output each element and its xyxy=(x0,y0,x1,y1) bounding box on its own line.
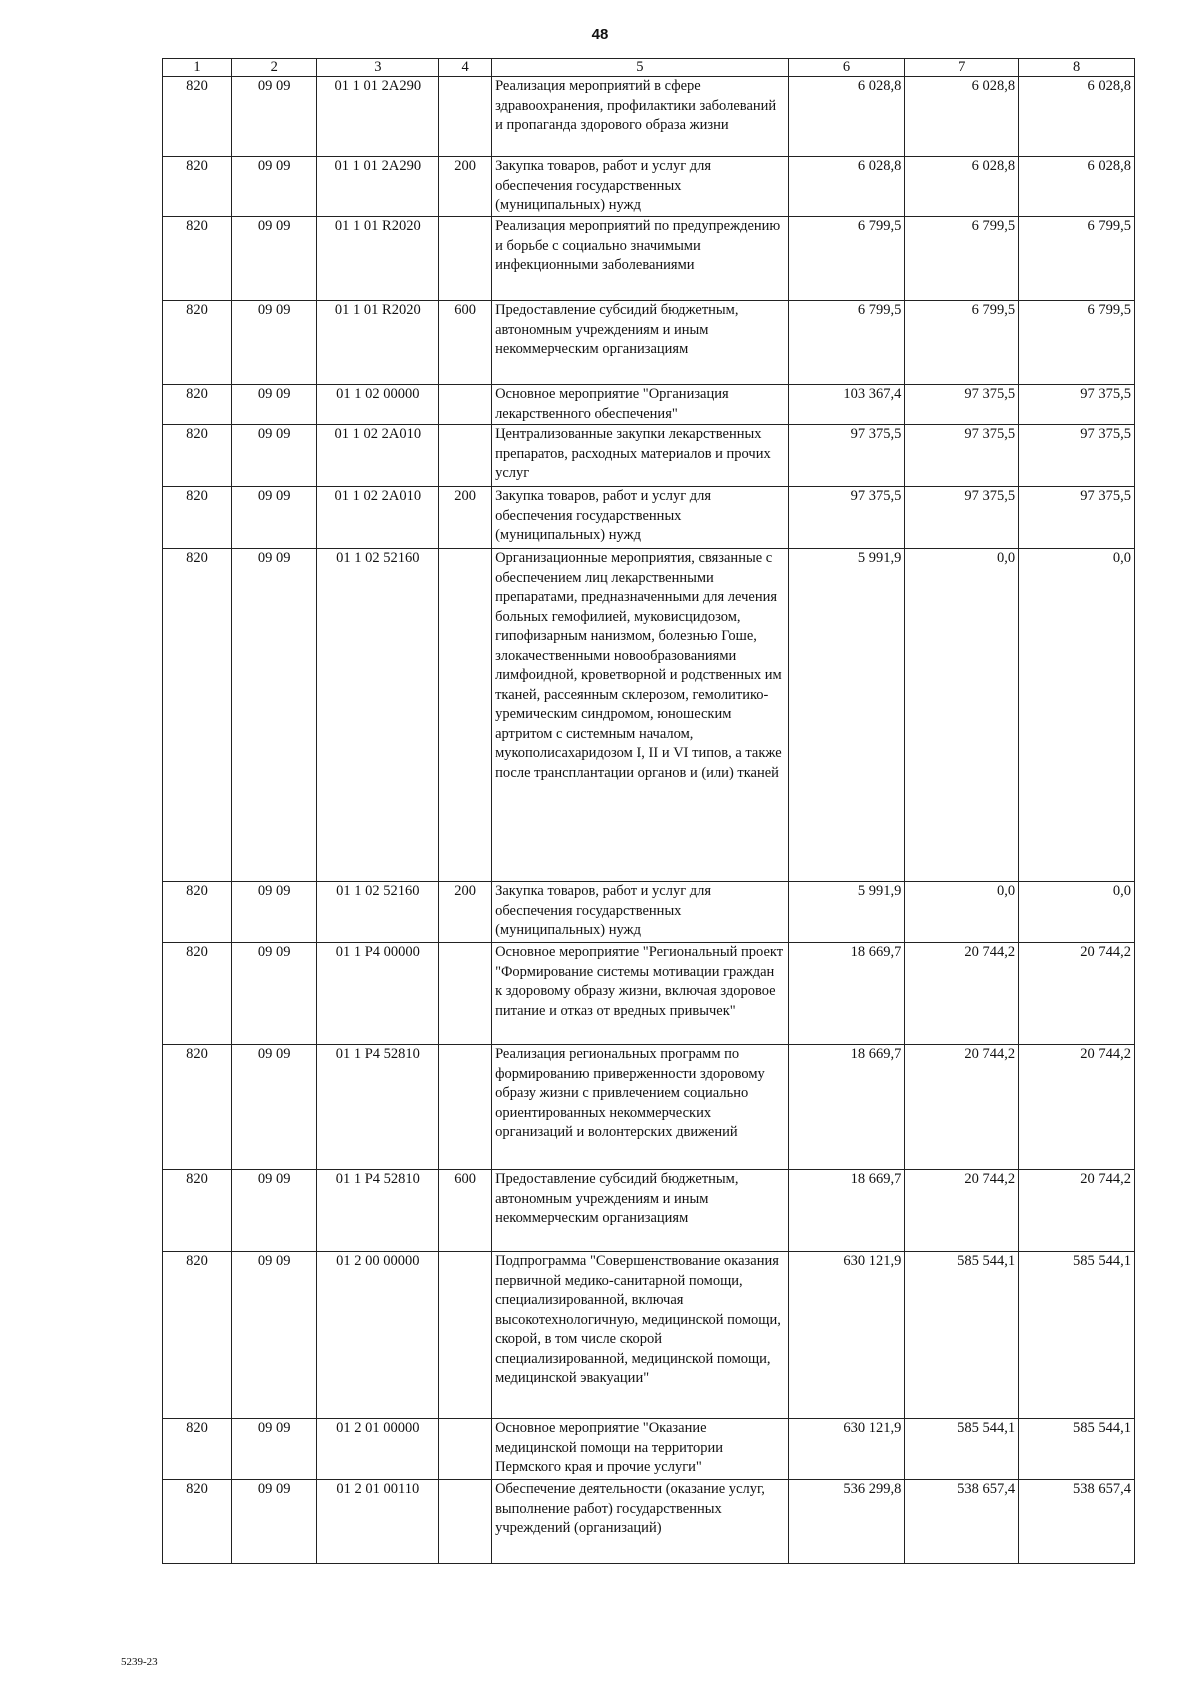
amount-col-7: 585 544,1 xyxy=(905,1252,1019,1419)
section-code: 09 09 xyxy=(232,217,317,301)
page-number: 48 xyxy=(591,26,609,43)
amount-col-8: 585 544,1 xyxy=(1019,1252,1135,1419)
expense-type-code: 600 xyxy=(439,1170,492,1252)
expense-type-code xyxy=(439,1480,492,1564)
section-code: 09 09 xyxy=(232,943,317,1045)
table-row xyxy=(163,1170,1135,1252)
budget-table xyxy=(162,58,1135,1564)
table-row xyxy=(163,157,1135,217)
amount-col-8: 6 799,5 xyxy=(1019,217,1135,301)
ministry-code: 820 xyxy=(163,549,232,882)
item-name: Предоставление субсидий бюджетным, автономным учреждениям и иным некоммерческим организациям xyxy=(492,1170,789,1252)
amount-col-6: 6 799,5 xyxy=(788,301,905,385)
item-name: Обеспечение деятельности (оказание услуг, выполнение работ) государственных учреждений (организаций) xyxy=(492,1480,789,1564)
ministry-code: 820 xyxy=(163,385,232,425)
amount-col-8: 6 028,8 xyxy=(1019,157,1135,217)
header-row xyxy=(163,59,1135,77)
expense-type-code: 200 xyxy=(439,487,492,549)
column-header: 6 xyxy=(788,59,905,77)
table-row xyxy=(163,1480,1135,1564)
section-code: 09 09 xyxy=(232,77,317,157)
table-row xyxy=(163,1419,1135,1480)
table-row xyxy=(163,1045,1135,1170)
table-row xyxy=(163,425,1135,487)
document-code: 5239-23 xyxy=(121,1656,158,1668)
section-code: 09 09 xyxy=(232,549,317,882)
amount-col-6: 630 121,9 xyxy=(788,1252,905,1419)
item-name: Реализация мероприятий в сфере здравоохранения, профилактики заболеваний и пропаганда здорового образа жизни xyxy=(492,77,789,157)
amount-col-8: 0,0 xyxy=(1019,549,1135,882)
amount-col-7: 20 744,2 xyxy=(905,1170,1019,1252)
amount-col-8: 20 744,2 xyxy=(1019,943,1135,1045)
column-header: 7 xyxy=(905,59,1019,77)
target-code: 01 1 P4 00000 xyxy=(317,943,439,1045)
target-code: 01 1 01 R2020 xyxy=(317,217,439,301)
amount-col-6: 103 367,4 xyxy=(788,385,905,425)
ministry-code: 820 xyxy=(163,301,232,385)
amount-col-8: 585 544,1 xyxy=(1019,1419,1135,1480)
amount-col-7: 20 744,2 xyxy=(905,1045,1019,1170)
expense-type-code: 200 xyxy=(439,882,492,943)
amount-col-7: 538 657,4 xyxy=(905,1480,1019,1564)
item-name: Организационные мероприятия, связанные с обеспечением лиц лекарственными препаратами, предназначенными для лечения больных гемофилией, муковисцидозом, гипофизарным нанизмом, болезнью Гоше, злокачественными новообразованиями лимфоидной, кроветворной и родственных им тканей, рассеянным склерозом, гемолитико-уремическим синдромом, юношеским артритом с системным началом, мукополисахаридозом I, II и VI типов, а также после трансплантации органов и (или) тканей xyxy=(492,549,789,882)
target-code: 01 1 P4 52810 xyxy=(317,1045,439,1170)
target-code: 01 2 01 00000 xyxy=(317,1419,439,1480)
column-header: 5 xyxy=(492,59,789,77)
target-code: 01 2 01 00110 xyxy=(317,1480,439,1564)
ministry-code: 820 xyxy=(163,217,232,301)
amount-col-6: 97 375,5 xyxy=(788,487,905,549)
ministry-code: 820 xyxy=(163,1170,232,1252)
item-name: Предоставление субсидий бюджетным, автономным учреждениям и иным некоммерческим организациям xyxy=(492,301,789,385)
ministry-code: 820 xyxy=(163,1045,232,1170)
column-header: 4 xyxy=(439,59,492,77)
target-code: 01 2 00 00000 xyxy=(317,1252,439,1419)
expense-type-code xyxy=(439,1252,492,1419)
expense-type-code xyxy=(439,217,492,301)
amount-col-6: 6 799,5 xyxy=(788,217,905,301)
section-code: 09 09 xyxy=(232,1480,317,1564)
amount-col-8: 0,0 xyxy=(1019,882,1135,943)
amount-col-8: 97 375,5 xyxy=(1019,487,1135,549)
amount-col-7: 6 799,5 xyxy=(905,217,1019,301)
section-code: 09 09 xyxy=(232,1252,317,1419)
amount-col-8: 538 657,4 xyxy=(1019,1480,1135,1564)
item-name: Реализация региональных программ по формированию приверженности здоровому образу жизни с привлечением социально ориентированных некоммерческих организаций и волонтерских движений xyxy=(492,1045,789,1170)
target-code: 01 1 02 00000 xyxy=(317,385,439,425)
amount-col-7: 97 375,5 xyxy=(905,487,1019,549)
amount-col-7: 6 028,8 xyxy=(905,77,1019,157)
section-code: 09 09 xyxy=(232,301,317,385)
amount-col-6: 6 028,8 xyxy=(788,77,905,157)
amount-col-7: 97 375,5 xyxy=(905,425,1019,487)
expense-type-code xyxy=(439,1419,492,1480)
column-header: 3 xyxy=(317,59,439,77)
amount-col-7: 20 744,2 xyxy=(905,943,1019,1045)
expense-type-code: 200 xyxy=(439,157,492,217)
expense-type-code xyxy=(439,1045,492,1170)
ministry-code: 820 xyxy=(163,1480,232,1564)
ministry-code: 820 xyxy=(163,77,232,157)
item-name: Подпрограмма "Совершенствование оказания первичной медико-санитарной помощи, специализированной, включая высокотехнологичную, медицинской помощи, скорой, в том числе скорой специализированной, медицинской помощи, медицинской эвакуации" xyxy=(492,1252,789,1419)
table-row xyxy=(163,882,1135,943)
table-row xyxy=(163,301,1135,385)
amount-col-6: 97 375,5 xyxy=(788,425,905,487)
amount-col-7: 6 799,5 xyxy=(905,301,1019,385)
item-name: Централизованные закупки лекарственных препаратов, расходных материалов и прочих услуг xyxy=(492,425,789,487)
target-code: 01 1 01 2A290 xyxy=(317,157,439,217)
table-row xyxy=(163,487,1135,549)
section-code: 09 09 xyxy=(232,1170,317,1252)
section-code: 09 09 xyxy=(232,425,317,487)
target-code: 01 1 01 2A290 xyxy=(317,77,439,157)
item-name: Закупка товаров, работ и услуг для обеспечения государственных (муниципальных) нужд xyxy=(492,882,789,943)
table-row xyxy=(163,217,1135,301)
expense-type-code xyxy=(439,943,492,1045)
amount-col-7: 585 544,1 xyxy=(905,1419,1019,1480)
section-code: 09 09 xyxy=(232,1419,317,1480)
section-code: 09 09 xyxy=(232,385,317,425)
column-header: 2 xyxy=(232,59,317,77)
amount-col-7: 0,0 xyxy=(905,882,1019,943)
section-code: 09 09 xyxy=(232,882,317,943)
amount-col-6: 18 669,7 xyxy=(788,1170,905,1252)
column-header: 8 xyxy=(1019,59,1135,77)
expense-type-code xyxy=(439,385,492,425)
target-code: 01 1 01 R2020 xyxy=(317,301,439,385)
amount-col-8: 20 744,2 xyxy=(1019,1170,1135,1252)
amount-col-6: 18 669,7 xyxy=(788,943,905,1045)
amount-col-8: 97 375,5 xyxy=(1019,385,1135,425)
amount-col-8: 6 028,8 xyxy=(1019,77,1135,157)
target-code: 01 1 02 52160 xyxy=(317,549,439,882)
item-name: Основное мероприятие "Организация лекарственного обеспечения" xyxy=(492,385,789,425)
item-name: Реализация мероприятий по предупреждению и борьбе с социально значимыми инфекционными заболеваниями xyxy=(492,217,789,301)
item-name: Закупка товаров, работ и услуг для обеспечения государственных (муниципальных) нужд xyxy=(492,157,789,217)
amount-col-7: 6 028,8 xyxy=(905,157,1019,217)
amount-col-8: 20 744,2 xyxy=(1019,1045,1135,1170)
ministry-code: 820 xyxy=(163,487,232,549)
item-name: Основное мероприятие "Оказание медицинской помощи на территории Пермского края и прочие услуги" xyxy=(492,1419,789,1480)
amount-col-6: 18 669,7 xyxy=(788,1045,905,1170)
expense-type-code xyxy=(439,549,492,882)
section-code: 09 09 xyxy=(232,487,317,549)
amount-col-8: 97 375,5 xyxy=(1019,425,1135,487)
section-code: 09 09 xyxy=(232,1045,317,1170)
amount-col-6: 5 991,9 xyxy=(788,549,905,882)
item-name: Закупка товаров, работ и услуг для обеспечения государственных (муниципальных) нужд xyxy=(492,487,789,549)
amount-col-6: 5 991,9 xyxy=(788,882,905,943)
ministry-code: 820 xyxy=(163,425,232,487)
table-row xyxy=(163,77,1135,157)
target-code: 01 1 02 52160 xyxy=(317,882,439,943)
amount-col-6: 630 121,9 xyxy=(788,1419,905,1480)
amount-col-6: 536 299,8 xyxy=(788,1480,905,1564)
target-code: 01 1 02 2A010 xyxy=(317,487,439,549)
ministry-code: 820 xyxy=(163,157,232,217)
amount-col-7: 97 375,5 xyxy=(905,385,1019,425)
column-header: 1 xyxy=(163,59,232,77)
table-row xyxy=(163,549,1135,882)
section-code: 09 09 xyxy=(232,157,317,217)
expense-type-code xyxy=(439,77,492,157)
ministry-code: 820 xyxy=(163,882,232,943)
amount-col-8: 6 799,5 xyxy=(1019,301,1135,385)
table-row xyxy=(163,943,1135,1045)
ministry-code: 820 xyxy=(163,943,232,1045)
item-name: Основное мероприятие "Региональный проект "Формирование системы мотивации граждан к здоровому образу жизни, включая здоровое питание и отказ от вредных привычек" xyxy=(492,943,789,1045)
table-row xyxy=(163,1252,1135,1419)
target-code: 01 1 02 2A010 xyxy=(317,425,439,487)
ministry-code: 820 xyxy=(163,1419,232,1480)
amount-col-7: 0,0 xyxy=(905,549,1019,882)
ministry-code: 820 xyxy=(163,1252,232,1419)
amount-col-6: 6 028,8 xyxy=(788,157,905,217)
table-row xyxy=(163,385,1135,425)
expense-type-code: 600 xyxy=(439,301,492,385)
expense-type-code xyxy=(439,425,492,487)
target-code: 01 1 P4 52810 xyxy=(317,1170,439,1252)
